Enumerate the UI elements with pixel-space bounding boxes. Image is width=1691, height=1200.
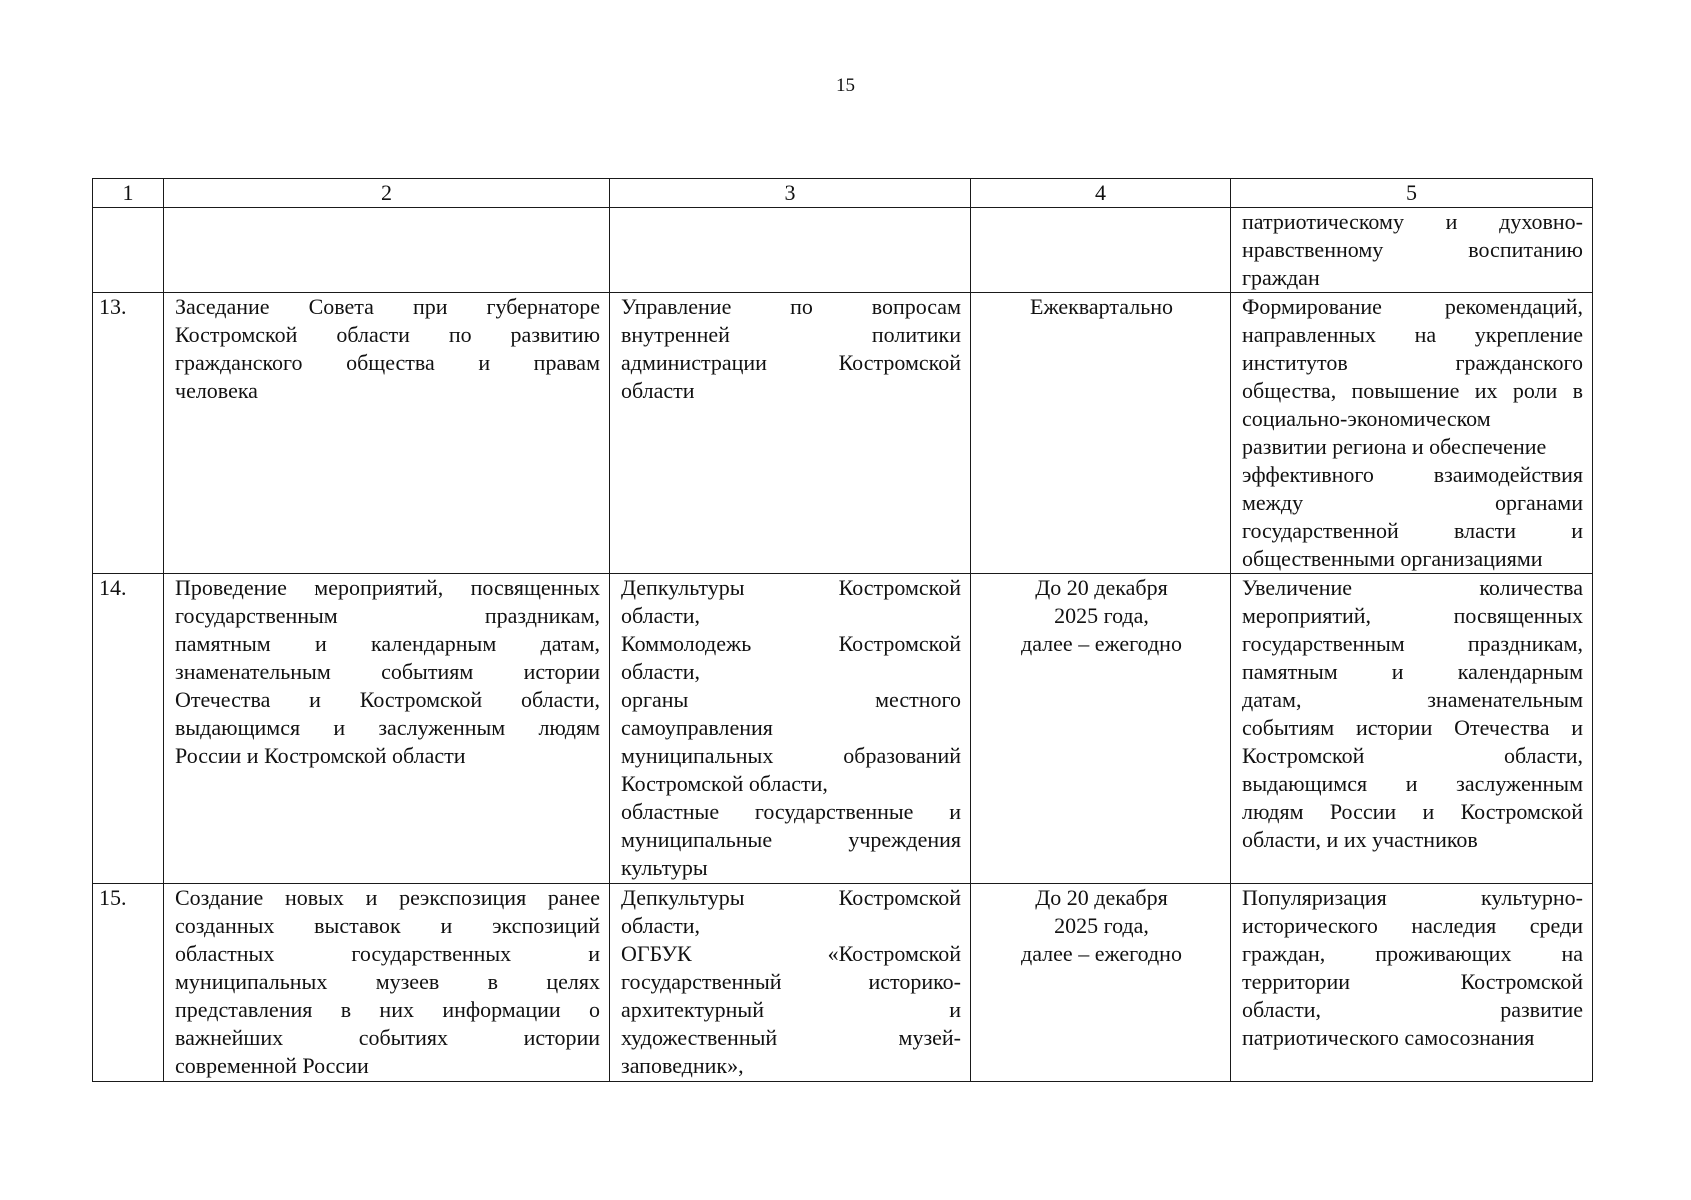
text-line: социально-экономическом [1242, 406, 1491, 431]
text-line: эффективного взаимодействия [1242, 462, 1583, 487]
text-line: органы местного [621, 687, 961, 712]
text-line: современной России [175, 1053, 369, 1078]
text-line: государственным праздникам, [1242, 631, 1583, 656]
text-line: архитектурный и [621, 997, 961, 1022]
row-number: 14. [93, 574, 164, 884]
text-line: области, [621, 913, 701, 938]
text-line: общественными организациями [1242, 546, 1543, 571]
text-line: Костромской области, [1242, 743, 1583, 768]
table-row [93, 884, 1593, 1082]
text-line: администрации Костромской [621, 350, 961, 375]
cell-deadline [971, 574, 1231, 884]
cell-responsible [610, 208, 971, 293]
header-col-4: 4 [971, 179, 1231, 208]
text-line: области [621, 378, 695, 403]
text-line: памятным и календарным [1242, 659, 1583, 684]
text-line: заповедник», [621, 1053, 744, 1078]
text-line: 2025 года, [1054, 913, 1149, 938]
text-line: До 20 декабря [1035, 575, 1168, 600]
text-line: Управление по вопросам [621, 294, 961, 319]
text-line: 2025 года, [1054, 603, 1149, 628]
text-line: Увеличение количества [1242, 575, 1583, 600]
text-line: муниципальные учреждения [621, 827, 961, 852]
text-line: художественный музей- [621, 1025, 961, 1050]
table-row [93, 293, 1593, 574]
text-line: событиям истории Отечества и [1242, 715, 1583, 740]
text-line: между органами [1242, 490, 1583, 515]
text-line: далее – ежегодно [1021, 631, 1182, 656]
header-col-1: 1 [93, 179, 164, 208]
text-line: институтов гражданского [1242, 350, 1583, 375]
text-line: мероприятий, посвященных [1242, 603, 1583, 628]
text-line: государственным праздникам, [175, 603, 600, 628]
text-line: Костромской области по развитию [175, 322, 600, 347]
cell-responsible [610, 574, 971, 884]
cell-deadline [971, 208, 1231, 293]
text-line: области, [621, 659, 701, 684]
cell-result [1231, 293, 1593, 574]
text-line: области, и их участников [1242, 827, 1478, 852]
text-line: патриотического самосознания [1242, 1025, 1535, 1050]
text-line: Создание новых и реэкспозиция ранее [175, 885, 600, 910]
text-line: муниципальных образований [621, 743, 961, 768]
text-line: патриотическому и духовно- [1242, 209, 1583, 234]
text-line: территории Костромской [1242, 969, 1583, 994]
text-line: человека [175, 378, 258, 403]
cell-event [164, 293, 610, 574]
cell-result [1231, 574, 1593, 884]
text-line: внутренней политики [621, 322, 961, 347]
text-line: Популяризация культурно- [1242, 885, 1583, 910]
text-line: муниципальных музеев в целях [175, 969, 600, 994]
text-line: исторического наследия среди [1242, 913, 1583, 938]
text-line: выдающимся и заслуженным людям [175, 715, 600, 740]
cell-event [164, 574, 610, 884]
text-line: памятным и календарным датам, [175, 631, 600, 656]
text-line: До 20 декабря [1035, 885, 1168, 910]
text-line: государственный историко- [621, 969, 961, 994]
plan-table [92, 178, 1593, 1082]
text-line: важнейших событиях истории [175, 1025, 600, 1050]
header-col-2: 2 [164, 179, 610, 208]
cell-event [164, 208, 610, 293]
cell-event [164, 884, 610, 1082]
text-line: развитии региона и обеспечение [1242, 434, 1547, 459]
text-line: Коммолодежь Костромской [621, 631, 961, 656]
text-line: Депкультуры Костромской [621, 575, 961, 600]
cell-result [1231, 884, 1593, 1082]
cell-deadline [971, 293, 1231, 574]
text-line: созданных выставок и экспозиций [175, 913, 600, 938]
row-number: 15. [93, 884, 164, 1082]
text-line: областных государственных и [175, 941, 600, 966]
cell-result [1231, 208, 1593, 293]
text-line: граждан, проживающих на [1242, 941, 1583, 966]
text-line: ОГБУК «Костромской [621, 941, 961, 966]
text-line: людям России и Костромской [1242, 799, 1583, 824]
text-line: Формирование рекомендаций, [1242, 294, 1583, 319]
page-number: 15 [836, 75, 855, 96]
text-line: выдающимся и заслуженным [1242, 771, 1583, 796]
text-line: нравственному воспитанию [1242, 237, 1583, 262]
table-row [93, 574, 1593, 884]
text-line: области, развитие [1242, 997, 1583, 1022]
text-line: Ежеквартально [1030, 294, 1173, 319]
text-line: Костромской области, [621, 771, 828, 796]
text-line: гражданского общества и правам [175, 350, 600, 375]
text-line: Проведение мероприятий, посвященных [175, 575, 600, 600]
row-number: 13. [93, 293, 164, 574]
table-header-row [93, 179, 1593, 208]
text-line: областные государственные и [621, 799, 961, 824]
text-line: Заседание Совета при губернаторе [175, 294, 600, 319]
table-row-continuation [93, 208, 1593, 293]
text-line: представления в них информации о [175, 997, 600, 1022]
text-line: Депкультуры Костромской [621, 885, 961, 910]
text-line: направленных на укрепление [1242, 322, 1583, 347]
header-col-5: 5 [1231, 179, 1593, 208]
text-line: далее – ежегодно [1021, 941, 1182, 966]
text-line: граждан [1242, 265, 1320, 290]
text-line: датам, знаменательным [1242, 687, 1583, 712]
text-line: области, [621, 603, 701, 628]
cell-responsible [610, 293, 971, 574]
text-line: России и Костромской области [175, 743, 466, 768]
text-line: культуры [621, 855, 708, 880]
cell-responsible [610, 884, 971, 1082]
text-line: знаменательным событиям истории [175, 659, 600, 684]
text-line: общества, повышение их роли в [1242, 378, 1583, 403]
text-line: самоуправления [621, 715, 773, 740]
text-line: государственной власти и [1242, 518, 1583, 543]
cell-deadline [971, 884, 1231, 1082]
header-col-3: 3 [610, 179, 971, 208]
text-line: Отечества и Костромской области, [175, 687, 600, 712]
cell-num [93, 208, 164, 293]
